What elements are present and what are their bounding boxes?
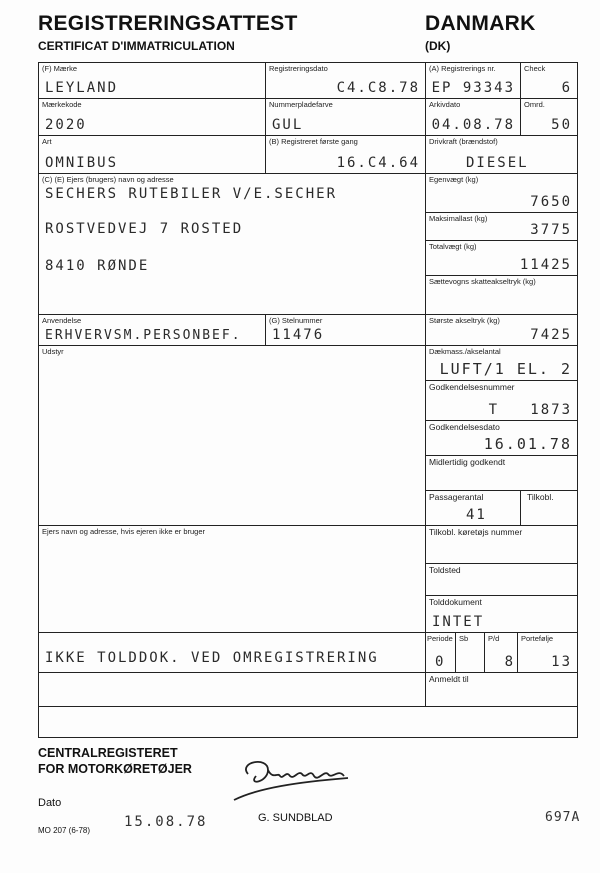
field-ejer [38,173,426,315]
field-pd [484,632,518,673]
field-omrd [520,98,578,136]
value: EP 93343 [431,80,515,96]
value: 16.C4.64 [336,155,420,171]
owner-street: ROSTVEDVEJ 7 ROSTED [45,221,244,237]
field-toldsted [425,563,578,596]
value: 6 [561,80,572,96]
label: (C) (E) Ejers (brugers) navn og adresse [42,175,174,184]
signer-name: G. SUNDBLAD [258,812,333,824]
label: Totalvægt (kg) [429,242,477,251]
label: Maksimallast (kg) [429,214,488,223]
document-number: 697A [545,810,581,825]
org-line1: CENTRALREGISTERET [38,746,178,760]
label: Nummerpladefarve [269,100,333,109]
value: 11425 [519,257,572,273]
form-code: MO 207 (6-78) [38,826,91,835]
dato-label: Dato [38,797,62,809]
value: 13 [551,654,572,670]
label: Ejers navn og adresse, hvis ejeren ikke er bruger [42,527,206,536]
owner-name: SECHERS RUTEBILER V/E.SECHER [45,186,338,202]
label: Toldsted [429,565,461,575]
field-blank [38,672,426,707]
value: 7425 [530,327,572,343]
value: DIESEL [466,155,529,171]
value: LUFT/1 EL. 2 [439,360,572,378]
value: ERHVERVSM.PERSONBEF. [45,328,242,343]
field-bottom-blank [38,706,578,738]
label: Sb [459,634,469,643]
field-ejer-ikke-bruger [38,525,426,633]
document-subtitle: CERTIFICAT D'IMMATRICULATION [38,39,235,53]
field-maerkekode [38,98,266,136]
field-registreret-forste-gang [265,135,426,174]
value: IKKE TOLDDOK. VED OMREGISTRERING [45,650,379,666]
field-egenvaegt [425,173,578,213]
field-totalvaegt [425,240,578,276]
label: Tilkobl. køretøjs nummer [429,527,523,537]
label: Udstyr [42,347,64,356]
value: 3775 [530,222,572,238]
label: Tilkobl. [527,492,554,502]
field-saettevogn [425,275,578,315]
field-maksimallast [425,212,578,241]
label: Anmeldt til [429,674,469,684]
label: Art [42,137,52,146]
label: Arkivdato [429,100,461,109]
field-portefolje [517,632,578,673]
document-title: REGISTRERINGSATTEST [38,12,298,35]
value: 8 [504,654,515,670]
field-maerke [38,62,266,99]
label: Dækmass./akselantal [429,347,501,356]
value: LEYLAND [45,80,119,96]
field-passagerantal [425,490,521,526]
owner-city: 8410 RØNDE [45,258,150,274]
value: 50 [551,117,572,133]
value: T 1873 [488,402,572,418]
field-tolddokument [425,595,578,633]
dato-value: 15.08.78 [124,814,208,830]
label: Midlertidig godkendt [429,457,506,467]
label: Egenvægt (kg) [429,175,479,184]
value: 2020 [45,117,87,133]
field-godkendelsesnummer [425,380,578,421]
field-anmeldt [425,672,578,707]
label: Portefølje [521,634,554,643]
field-arkivdato [425,98,521,136]
field-nummerpladefarve [265,98,426,136]
label: Passagerantal [429,492,484,502]
value: INTET [432,614,485,630]
field-bemaerkning [38,632,426,673]
field-check [520,62,578,99]
field-storste-akseltryk [425,314,578,346]
label: (G) Stelnummer [269,316,323,325]
field-godkendelsesdato [425,420,578,456]
label: Største akseltryk (kg) [429,316,500,325]
label: P/d [488,634,500,643]
label: Godkendelsesnummer [429,382,515,392]
label: Registreringsdato [269,64,328,73]
value: 11476 [272,327,325,343]
label: (A) Registrerings nr. [429,64,496,73]
value: 16.01.78 [483,435,572,453]
field-registreringsnr [425,62,521,99]
label: Anvendelse [42,316,82,325]
field-anvendelse [38,314,266,346]
label: Omrd. [524,100,545,109]
field-tilkobl [520,490,578,526]
country: DANMARK [425,12,536,35]
value: 04.08.78 [431,117,515,133]
value: C4.C8.78 [336,80,420,96]
field-daek [425,345,578,381]
field-tilkobl-nummer [425,525,578,564]
field-periode [425,632,456,673]
value: OMNIBUS [45,155,119,171]
label: Periode [427,634,453,643]
signature [228,752,368,812]
org-line2: FOR MOTORKØRETØJER [38,762,192,776]
label: Sættevogns skatteakseltryk (kg) [429,277,536,286]
field-midlertidig [425,455,578,491]
label: Drivkraft (brændstof) [429,137,498,146]
label: Godkendelsesdato [429,422,500,432]
field-stelnummer [265,314,426,346]
label: Check [524,64,546,73]
value: 41 [466,507,487,523]
label: (B) Registreret første gang [269,137,358,146]
label: Mærkekode [42,100,82,109]
field-registreringsdato [265,62,426,99]
label: (F) Mærke [42,64,77,73]
value: GUL [272,117,304,133]
country-code: (DK) [425,39,451,53]
field-udstyr [38,345,426,526]
field-drivkraft [425,135,578,174]
value: 7650 [530,194,572,210]
field-sb [455,632,485,673]
value: 0 [435,654,446,670]
label: Tolddokument [429,597,482,607]
field-art [38,135,266,174]
